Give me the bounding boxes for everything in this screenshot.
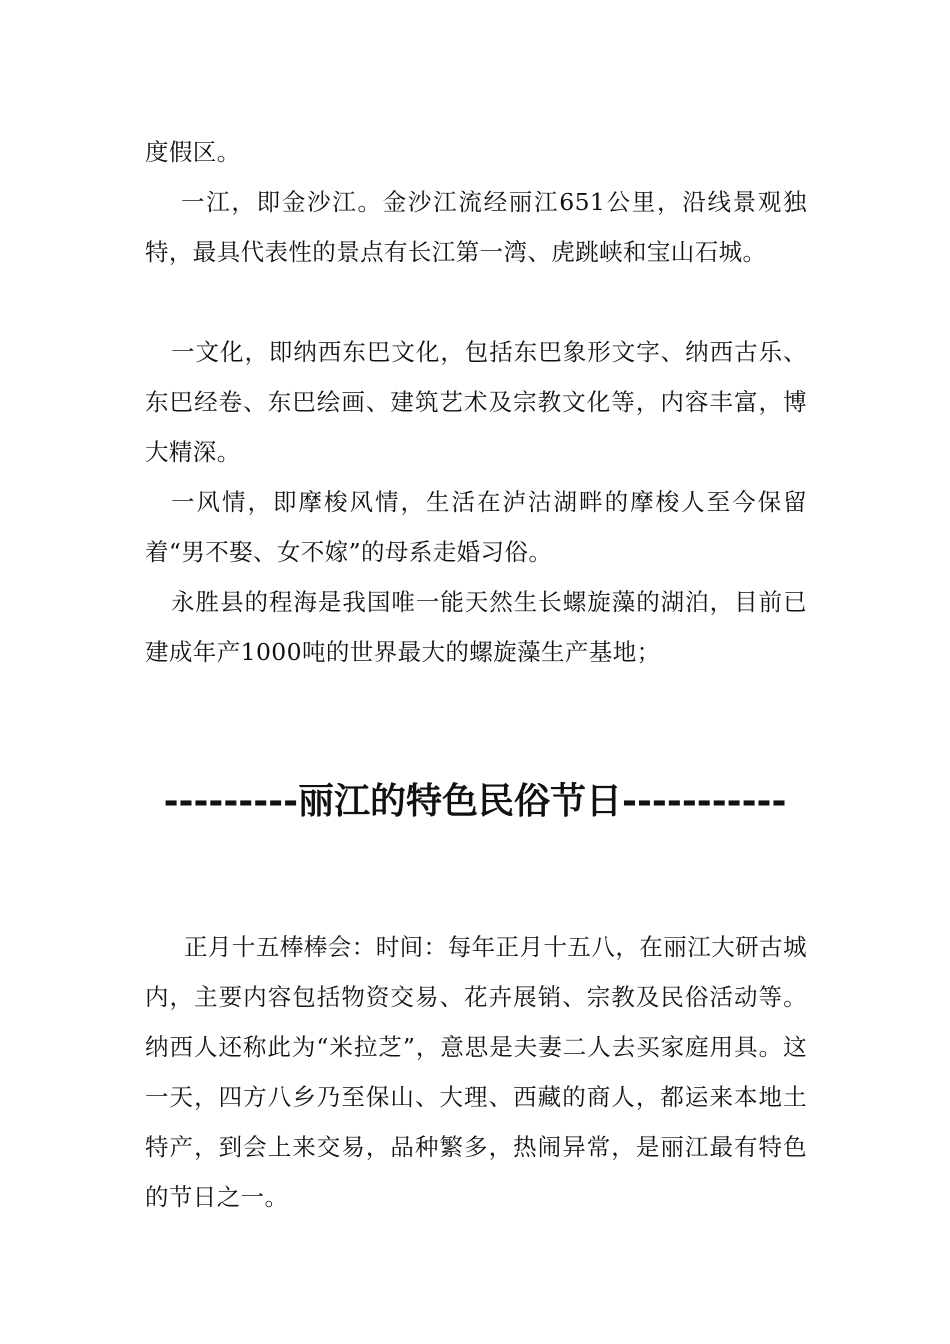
section-heading-folk-festivals: ---------丽江的特色民俗节日----------- <box>163 781 787 822</box>
paragraph-jinsha-river: 一江，即金沙江。金沙江流经丽江651公里，沿线景观独特，最具代表性的景点有长江第一湾、虎跳峡和宝山石城。 <box>145 188 807 266</box>
paragraph-bangbang-festival: 正月十五棒棒会：时间：每年正月十五八，在丽江大研古城内，主要内容包括物资交易、花卉展销、宗教及民俗活动等。纳西人还称此为“米拉芝”，意思是夫妻二人去买家庭用具。这一天，四方八乡乃至保山、大理、西藏的商人，都运来本地土特产，到会上来交易，品种繁多，热闹异常，是丽江最有特色的节日之一。 <box>145 933 807 1211</box>
paragraph-resort-ending: 度假区。 <box>145 138 241 166</box>
paragraph-mosuo-customs: 一风情，即摩梭风情，生活在泸沽湖畔的摩梭人至今保留着“男不娶、女不嫁”的母系走婚习俗。 <box>145 488 807 566</box>
paragraph-chenghai-spirulina: 永胜县的程海是我国唯一能天然生长螺旋藻的湖泊，目前已建成年产1000吨的世界最大的螺旋藻生产基地； <box>145 588 807 666</box>
paragraph-dongba-culture: 一文化，即纳西东巴文化，包括东巴象形文字、纳西古乐、东巴经卷、东巴绘画、建筑艺术及宗教文化等，内容丰富，博大精深。 <box>145 338 807 466</box>
